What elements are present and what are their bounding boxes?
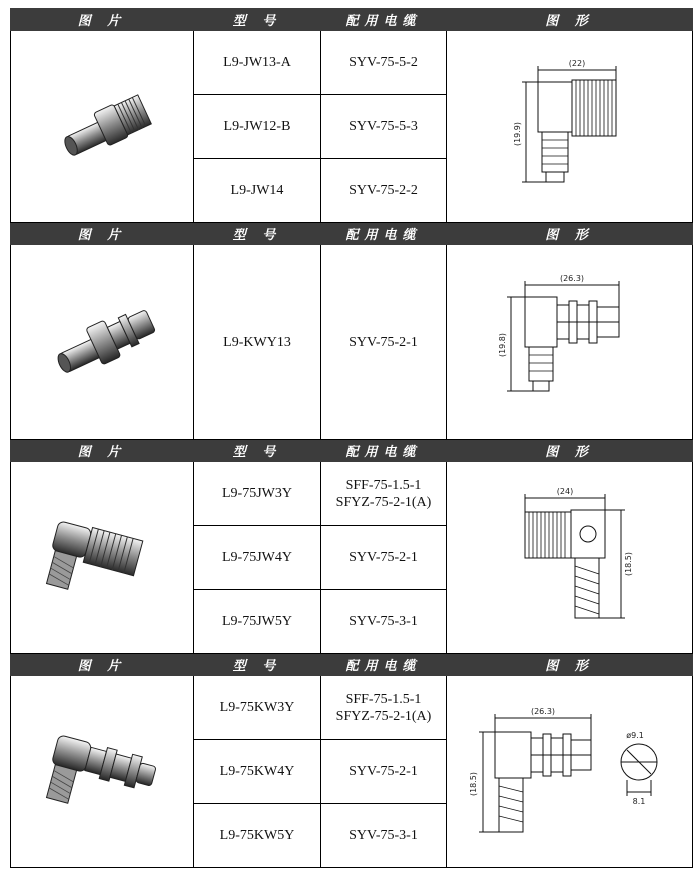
model-cell: L9-75JW4Y <box>194 526 321 590</box>
connector-photo <box>37 287 167 397</box>
model-cell: L9-KWY13 <box>194 245 321 440</box>
dimension-drawing <box>490 52 650 202</box>
header-image: 图 片 <box>11 440 194 462</box>
height-dimension: (18.5) <box>468 771 478 796</box>
model-cell: L9-JW13-A <box>194 31 321 95</box>
connector-photo <box>37 503 167 613</box>
height-dimension: (18.5) <box>623 551 633 576</box>
table-header <box>11 223 693 245</box>
header-cable: 配用电缆 <box>321 9 447 31</box>
header-drawing: 图 形 <box>447 440 693 462</box>
drawing-cell <box>447 676 693 868</box>
model-cell: L9-75JW3Y <box>194 462 321 526</box>
header-image: 图 片 <box>11 223 194 245</box>
dimension-drawing <box>485 267 655 417</box>
diameter-dimension: ø9.1 <box>625 730 644 740</box>
cable-line: SFF-75-1.5-1 <box>345 477 422 493</box>
cable-cell: SYV-75-2-1 <box>321 526 447 590</box>
width-dimension: (22) <box>568 58 585 68</box>
header-drawing: 图 形 <box>447 654 693 676</box>
dimension-drawing <box>485 478 655 638</box>
width-dimension: (26.3) <box>530 706 555 716</box>
cable-cell: SYV-75-2-1 <box>321 245 447 440</box>
width-dimension: (26.3) <box>559 274 584 283</box>
model-cell: L9-75KW5Y <box>194 804 321 868</box>
header-drawing: 图 形 <box>447 9 693 31</box>
cable-cell: SYV-75-3-1 <box>321 590 447 654</box>
header-image: 图 片 <box>11 9 194 31</box>
connector-photo <box>42 77 162 177</box>
height-dimension: (19.8) <box>497 332 507 358</box>
cable-cell <box>321 462 447 526</box>
width-dimension: (24) <box>556 486 573 496</box>
product-photo-cell <box>11 676 194 868</box>
table-header <box>11 440 693 462</box>
model-cell: L9-JW14 <box>194 159 321 223</box>
header-image: 图 片 <box>11 654 194 676</box>
header-cable: 配用电缆 <box>321 223 447 245</box>
table-header <box>11 654 693 676</box>
product-photo-cell <box>11 245 194 440</box>
cable-line: SFYZ-75-2-1(A) <box>335 708 432 724</box>
table-row <box>11 676 693 740</box>
connector-photo <box>37 717 167 827</box>
cable-cell: SYV-75-5-3 <box>321 95 447 159</box>
table-row <box>11 462 693 526</box>
header-model: 型 号 <box>194 223 321 245</box>
drawing-cell <box>447 245 693 440</box>
model-cell: L9-75JW5Y <box>194 590 321 654</box>
cable-cell <box>321 676 447 740</box>
cable-line: SFF-75-1.5-1 <box>345 691 422 707</box>
cable-line: SFYZ-75-2-1(A) <box>335 494 432 510</box>
header-cable: 配用电缆 <box>321 440 447 462</box>
model-cell: L9-JW12-B <box>194 95 321 159</box>
cable-cell: SYV-75-3-1 <box>321 804 447 868</box>
header-model: 型 号 <box>194 654 321 676</box>
cable-cell: SYV-75-2-2 <box>321 159 447 223</box>
cable-cell: SYV-75-2-1 <box>321 740 447 804</box>
connector-table <box>10 8 693 868</box>
drawing-cell <box>447 462 693 654</box>
header-drawing: 图 形 <box>447 223 693 245</box>
table-header <box>11 9 693 31</box>
product-photo-cell <box>11 462 194 654</box>
header-model: 型 号 <box>194 9 321 31</box>
header-model: 型 号 <box>194 440 321 462</box>
small-dimension: 8.1 <box>632 796 645 806</box>
header-cable: 配用电缆 <box>321 654 447 676</box>
model-cell: L9-75KW4Y <box>194 740 321 804</box>
drawing-cell <box>447 31 693 223</box>
product-photo-cell <box>11 31 194 223</box>
connector-spec-sheet <box>10 8 692 868</box>
dimension-drawing <box>465 692 675 852</box>
model-cell: L9-75KW3Y <box>194 676 321 740</box>
table-row <box>11 31 693 95</box>
cable-cell: SYV-75-5-2 <box>321 31 447 95</box>
table-row <box>11 245 693 440</box>
height-dimension: (19.9) <box>512 121 522 146</box>
